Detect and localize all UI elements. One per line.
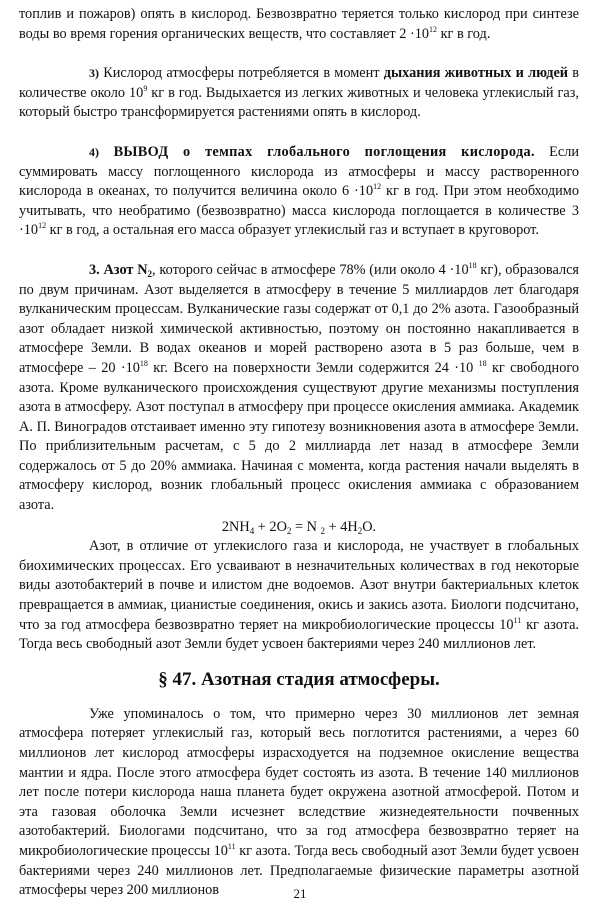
- text-column: [19, 5, 579, 901]
- paragraph-oxygen-respiration: 3) Кислород атмосферы потребляется в момент дыхания животных и людей в количестве около $10^9$ кг в год. Выдыхается из легких животных и человека углекислый газ, который быстро трансформируется растениями опять в кислород.: [19, 65, 579, 121]
- paragraph-oxygen-continued: топлив и пожаров) опять в кислород. Безвозвратно теряется только кислород при синтезе воды во время горения органических веществ, что составляет $2 \cdot 10^{12}$ кг в год.: [19, 6, 579, 42]
- paragraph-oxygen-conclusion: 4) ВЫВОД о темпах глобального поглощения кислорода. Если суммировать массу поглощенного кислорода из атмосферы и массу растворенного кислорода в океанах, то получится величина около $6 \cdot 10^{12}$ кг в год. При этом необходимо учитывать, что необратимо (безвозвратно) масса кислорода поглощается в количестве $3 \cdot 10^{12}$ кг в год, а остальная его масса образует углекислый газ и вступает в круговорот.: [19, 143, 580, 239]
- paragraph-nitrogen-biology: Азот, в отличие от углекислого газа и кислорода, не участвует в глобальных биохимических процессах. Его усваивают в незначительных количествах в год некоторые виды азотобактерий в почве и илистом дне водоемов. Азот внутри бактериальных клеток превращается в аммиак, цианистые соединения, окись и закись азота. Биологи подсчитано, что за год атмосфера безвозвратно теряет на микробиологические процессы $10^{11}$ кг азота. Тогда весь свободный азот Земли будет усвоен бактериями через 240 миллионов лет.: [19, 538, 579, 653]
- ammonia-oxidation-formula: $2NH_4 + 2O_2 = N$ $_2 + 4H_2O$.: [221, 518, 377, 536]
- paragraph-nitrogen: 3. Азот $N_2$, которого сейчас в атмосфере 78% (или около $4 \cdot 10^{18}$ кг), образовался по двум причинам. Азот выделяется в атмосферу в течение 5 миллиардов лет благодаря вулканическим процессам. Вулканические газы содержат от 0,1 до 2% азота. Газообразный азот обладает низкой химической активностью, поэтому он постоянно накапливается в атмосфере Земли. В водах океанов и морей растворено азота в 5 раз больше, чем в атмосфере – $20 \cdot 10^{18}$ кг. Всего на поверхности Земли содержится 24 ·10 $^{18}$ кг свободного азота. Кроме вулканического происхождения существуют другие механизмы поступления азота в атмосферу. Азот поступал в атмосферу при процессе окисления аммиака. Академик А. П. Виноградов отстаивает именно эту гипотезу возникновения азота в атмосфере Земли. По приблизительным расчетам, с 5 до 2 миллиарда лет назад в атмосфере Земли содержалось от 5 до 20% аммиака. Начиная с момента, когда растения начали выделять в атмосферу кислород, возник глобальный процесс окисления аммиака с образованием азота.: [19, 260, 579, 514]
- page-number: 21: [293, 886, 307, 901]
- paragraph-nitrogen-stage: Уже упоминалось о том, что примерно через 30 миллионов лет земная атмосфера потеряет углекислый газ, который весь поглотится растениями, а через 60 миллионов лет кислород атмосферы израсходуется на подземное окисление вещества мантии и ядра. После этого атмосфера будет состоять из азота. В течение 140 миллионов лет после потери кислорода наша планета будет окружена азотной атмосферой. Потом и эта газовая оболочка Земли исчезнет вследствие жизнедеятельности почвенных азотобактерий. Биологами подсчитано, что за год атмосфера безвозвратно теряет на микробиологические процессы $10^{11}$ кг азота. Тогда весь свободный азот Земли будет усвоен бактериями через 240 миллионов лет. Предполагаемые физические параметры азотной атмосферы через 200 миллионов: [19, 705, 579, 899]
- section-heading: § 47. Азотная стадия атмосферы.: [158, 668, 440, 690]
